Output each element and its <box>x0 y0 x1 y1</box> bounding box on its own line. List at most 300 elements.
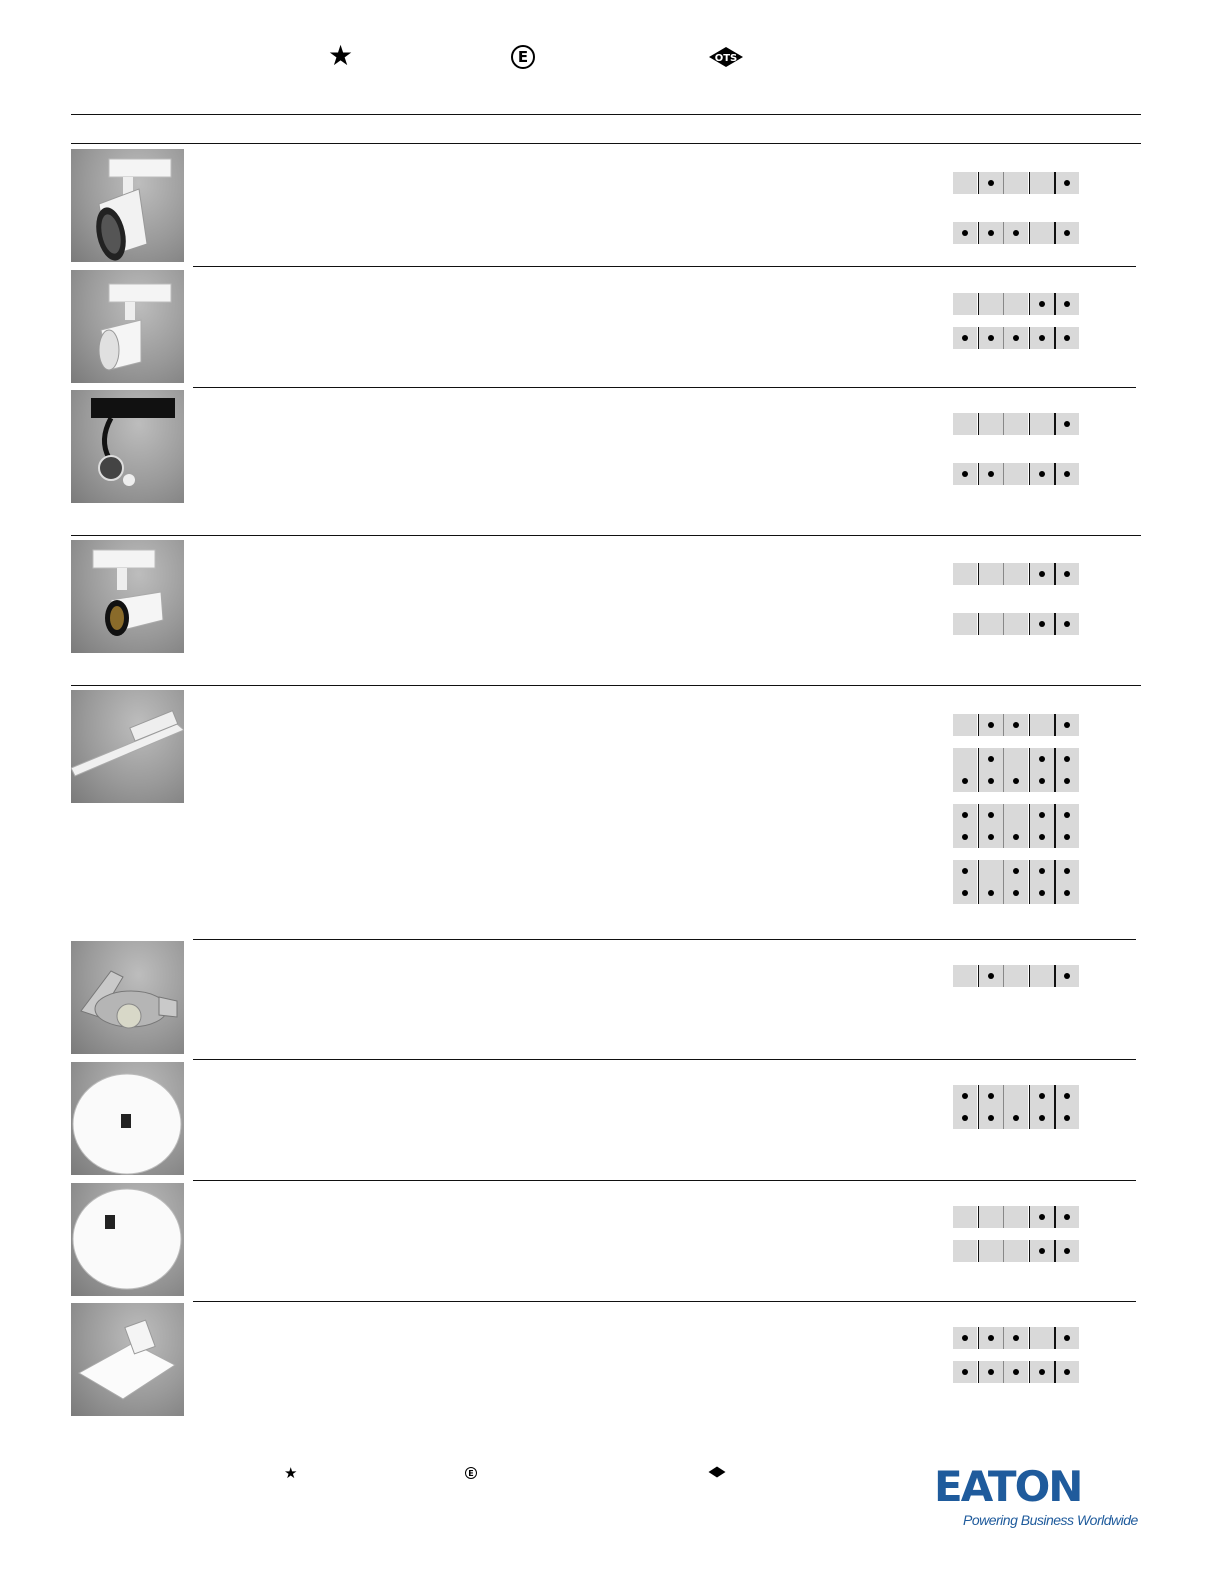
availability-cell <box>953 826 977 848</box>
availability-cell <box>979 1240 1003 1262</box>
grid-separator <box>1003 804 1004 826</box>
availability-row <box>953 860 1081 882</box>
availability-cell <box>1055 463 1079 485</box>
availability-cell <box>1004 826 1028 848</box>
grid-separator <box>1003 882 1004 904</box>
availability-dot <box>988 778 994 784</box>
availability-cell <box>1030 1107 1054 1129</box>
availability-dot <box>1039 812 1045 818</box>
availability-dot <box>988 230 994 236</box>
availability-dot <box>1039 1248 1045 1254</box>
availability-dot <box>988 890 994 896</box>
grid-separator <box>1054 714 1056 736</box>
grid-separator <box>1003 613 1004 635</box>
product-image-round-canopy <box>71 1062 184 1175</box>
circle-e-icon: E <box>511 45 535 69</box>
availability-cell <box>953 563 977 585</box>
availability-dot <box>1039 868 1045 874</box>
availability-dot <box>1064 890 1070 896</box>
section-divider-full <box>71 535 1141 536</box>
availability-cell <box>1004 1206 1028 1228</box>
availability-row <box>953 804 1081 826</box>
availability-cell <box>953 463 977 485</box>
grid-separator <box>1029 1206 1031 1228</box>
availability-cell <box>979 882 1003 904</box>
grid-separator <box>1029 293 1031 315</box>
availability-cell <box>1030 860 1054 882</box>
availability-dot <box>962 1335 968 1341</box>
grid-separator <box>1029 1107 1031 1129</box>
availability-dot <box>988 1369 994 1375</box>
availability-cell <box>953 327 977 349</box>
grid-separator <box>1054 826 1056 848</box>
availability-cell <box>1055 172 1079 194</box>
availability-cell <box>979 563 1003 585</box>
availability-cell <box>979 1206 1003 1228</box>
grid-separator <box>1003 1327 1004 1349</box>
availability-cell <box>1030 1206 1054 1228</box>
product-image-flex-connector <box>71 941 184 1054</box>
availability-dot <box>988 756 994 762</box>
availability-dot <box>1013 1115 1019 1121</box>
availability-cell <box>1030 1085 1054 1107</box>
availability-dot <box>1064 621 1070 627</box>
grid-separator <box>1003 293 1004 315</box>
grid-separator <box>1054 804 1056 826</box>
grid-separator <box>1054 1085 1056 1107</box>
grid-separator <box>1029 1085 1031 1107</box>
grid-separator <box>1029 804 1031 826</box>
availability-cell <box>979 463 1003 485</box>
availability-cell <box>953 293 977 315</box>
availability-cell <box>1055 222 1079 244</box>
availability-cell <box>1055 1206 1079 1228</box>
grid-separator <box>1029 563 1031 585</box>
availability-cell <box>953 965 977 987</box>
grid-separator <box>1054 172 1056 194</box>
availability-dot <box>1064 1115 1070 1121</box>
availability-row <box>953 463 1081 485</box>
availability-dot <box>962 471 968 477</box>
grid-separator <box>1054 413 1056 435</box>
grid-separator <box>1003 172 1004 194</box>
availability-cell <box>953 770 977 792</box>
availability-cell <box>979 613 1003 635</box>
availability-dot <box>988 834 994 840</box>
availability-dot <box>1013 1369 1019 1375</box>
availability-cell <box>1030 172 1054 194</box>
section-divider <box>193 1180 1136 1181</box>
product-image-round-canopy-offset <box>71 1183 184 1296</box>
eaton-logo: EATON <box>934 1462 1082 1511</box>
availability-cell <box>1055 1085 1079 1107</box>
grid-separator <box>1054 222 1056 244</box>
availability-cell <box>979 748 1003 770</box>
availability-dot <box>1013 230 1019 236</box>
availability-cell <box>1004 1327 1028 1349</box>
availability-dot <box>1039 834 1045 840</box>
grid-separator <box>978 293 980 315</box>
availability-cell <box>979 172 1003 194</box>
availability-dot <box>1013 890 1019 896</box>
availability-cell <box>1004 413 1028 435</box>
availability-dot <box>988 1115 994 1121</box>
grid-separator <box>978 563 980 585</box>
grid-separator <box>1029 882 1031 904</box>
availability-dot <box>962 230 968 236</box>
availability-cell <box>1055 965 1079 987</box>
section-divider <box>193 1301 1136 1302</box>
availability-dot <box>1064 722 1070 728</box>
availability-cell <box>1055 714 1079 736</box>
availability-cell <box>1004 804 1028 826</box>
grid-separator <box>1003 1107 1004 1129</box>
availability-dot <box>1064 1214 1070 1220</box>
availability-cell <box>953 413 977 435</box>
availability-dot <box>1039 621 1045 627</box>
availability-cell <box>1030 1361 1054 1383</box>
availability-dot <box>1064 335 1070 341</box>
availability-cell <box>1055 804 1079 826</box>
availability-cell <box>953 1085 977 1107</box>
availability-dot <box>1039 1369 1045 1375</box>
availability-cell <box>1055 1240 1079 1262</box>
grid-separator <box>978 770 980 792</box>
availability-dot <box>1064 180 1070 186</box>
availability-dot <box>1064 421 1070 427</box>
availability-dot <box>1039 1093 1045 1099</box>
availability-dot <box>1013 834 1019 840</box>
grid-separator <box>978 1085 980 1107</box>
availability-cell <box>953 714 977 736</box>
availability-cell <box>979 1327 1003 1349</box>
availability-dot <box>1064 973 1070 979</box>
availability-dot <box>962 1115 968 1121</box>
availability-cell <box>953 613 977 635</box>
availability-cell <box>1004 1085 1028 1107</box>
availability-cell <box>953 804 977 826</box>
availability-dot <box>1013 868 1019 874</box>
availability-dot <box>1064 471 1070 477</box>
availability-dot <box>1064 230 1070 236</box>
availability-cell <box>953 222 977 244</box>
grid-separator <box>1003 413 1004 435</box>
availability-cell <box>1030 413 1054 435</box>
availability-dot <box>1013 335 1019 341</box>
availability-cell <box>979 804 1003 826</box>
grid-separator <box>978 882 980 904</box>
product-image-square-canopy <box>71 1303 184 1416</box>
product-image-track-rail <box>71 690 184 803</box>
availability-row <box>953 770 1081 792</box>
grid-separator <box>1054 563 1056 585</box>
availability-cell <box>1004 1361 1028 1383</box>
availability-cell <box>1055 413 1079 435</box>
grid-separator <box>1054 1107 1056 1129</box>
header-rule-top <box>71 114 1141 115</box>
ots-label: OTS <box>714 53 738 64</box>
availability-cell <box>953 1327 977 1349</box>
grid-separator <box>978 804 980 826</box>
grid-separator <box>978 1206 980 1228</box>
availability-cell <box>1030 563 1054 585</box>
availability-cell <box>1030 463 1054 485</box>
availability-cell <box>1004 882 1028 904</box>
grid-separator <box>1003 826 1004 848</box>
availability-cell <box>953 1240 977 1262</box>
grid-separator <box>978 860 980 882</box>
grid-separator <box>1029 1361 1031 1383</box>
section-divider <box>193 939 1136 940</box>
availability-cell <box>1055 826 1079 848</box>
availability-cell <box>1055 563 1079 585</box>
availability-row <box>953 327 1081 349</box>
availability-dot <box>1039 890 1045 896</box>
grid-separator <box>1003 222 1004 244</box>
grid-separator <box>1003 463 1004 485</box>
availability-dot <box>1064 1093 1070 1099</box>
grid-separator <box>1029 826 1031 848</box>
grid-separator <box>978 965 980 987</box>
grid-separator <box>978 222 980 244</box>
availability-dot <box>1013 1335 1019 1341</box>
availability-cell <box>979 1085 1003 1107</box>
availability-dot <box>988 180 994 186</box>
product-image-track-head-cylinder <box>71 540 184 653</box>
availability-cell <box>1055 860 1079 882</box>
availability-row <box>953 172 1081 194</box>
grid-separator <box>1003 714 1004 736</box>
availability-dot <box>1064 778 1070 784</box>
availability-dot <box>1064 571 1070 577</box>
availability-dot <box>962 812 968 818</box>
availability-row <box>953 1107 1081 1129</box>
availability-cell <box>979 1361 1003 1383</box>
availability-cell <box>1004 293 1028 315</box>
availability-cell <box>979 327 1003 349</box>
ots-diamond-icon <box>708 1466 726 1478</box>
availability-cell <box>1030 804 1054 826</box>
availability-row <box>953 748 1081 770</box>
grid-separator <box>1029 613 1031 635</box>
availability-dot <box>1064 834 1070 840</box>
availability-cell <box>1004 1107 1028 1129</box>
availability-cell <box>1004 965 1028 987</box>
grid-separator <box>1054 965 1056 987</box>
availability-row <box>953 1240 1081 1262</box>
availability-cell <box>1030 327 1054 349</box>
product-image-track-head-white-reflector <box>71 270 184 383</box>
availability-dot <box>962 868 968 874</box>
availability-dot <box>962 890 968 896</box>
availability-dot <box>962 1369 968 1375</box>
grid-separator <box>978 1327 980 1349</box>
grid-separator <box>1003 965 1004 987</box>
availability-cell <box>1055 882 1079 904</box>
availability-dot <box>988 335 994 341</box>
grid-separator <box>1003 1085 1004 1107</box>
availability-dot <box>988 722 994 728</box>
availability-cell <box>1030 714 1054 736</box>
availability-cell <box>953 748 977 770</box>
grid-separator <box>1029 1327 1031 1349</box>
availability-dot <box>1039 1214 1045 1220</box>
grid-separator <box>1029 770 1031 792</box>
availability-cell <box>1004 613 1028 635</box>
availability-cell <box>1030 882 1054 904</box>
grid-separator <box>1029 172 1031 194</box>
availability-dot <box>1013 722 1019 728</box>
availability-dot <box>1064 868 1070 874</box>
availability-cell <box>1055 1327 1079 1349</box>
grid-separator <box>1054 882 1056 904</box>
availability-row <box>953 413 1081 435</box>
grid-separator <box>1029 714 1031 736</box>
grid-separator <box>1054 748 1056 770</box>
availability-cell <box>1030 293 1054 315</box>
grid-separator <box>978 1107 980 1129</box>
grid-separator <box>1003 563 1004 585</box>
availability-cell <box>1004 1240 1028 1262</box>
availability-dot <box>1039 335 1045 341</box>
grid-separator <box>978 413 980 435</box>
grid-separator <box>1054 613 1056 635</box>
grid-separator <box>1029 748 1031 770</box>
availability-dot <box>1039 778 1045 784</box>
availability-row <box>953 1085 1081 1107</box>
availability-row <box>953 714 1081 736</box>
grid-separator <box>1003 327 1004 349</box>
availability-cell <box>1004 860 1028 882</box>
availability-cell <box>1030 748 1054 770</box>
grid-separator <box>1054 1361 1056 1383</box>
availability-dot <box>1064 1335 1070 1341</box>
star-icon: ★ <box>328 39 354 72</box>
availability-row <box>953 293 1081 315</box>
availability-cell <box>1055 293 1079 315</box>
availability-cell <box>979 1107 1003 1129</box>
availability-dot <box>1064 301 1070 307</box>
availability-dot <box>1039 1115 1045 1121</box>
section-divider <box>193 1059 1136 1060</box>
availability-cell <box>1004 563 1028 585</box>
availability-cell <box>1004 463 1028 485</box>
grid-separator <box>978 826 980 848</box>
availability-cell <box>1030 613 1054 635</box>
availability-dot <box>962 834 968 840</box>
availability-row <box>953 826 1081 848</box>
availability-dot <box>1039 301 1045 307</box>
availability-row <box>953 613 1081 635</box>
availability-cell <box>979 770 1003 792</box>
grid-separator <box>1029 965 1031 987</box>
section-divider <box>193 387 1136 388</box>
availability-cell <box>953 860 977 882</box>
availability-cell <box>1055 1107 1079 1129</box>
availability-dot <box>1039 571 1045 577</box>
availability-row <box>953 1361 1081 1383</box>
grid-separator <box>1003 1361 1004 1383</box>
availability-dot <box>1064 756 1070 762</box>
availability-dot <box>988 1335 994 1341</box>
availability-cell <box>1055 327 1079 349</box>
availability-cell <box>1030 770 1054 792</box>
availability-cell <box>1030 965 1054 987</box>
grid-separator <box>1029 463 1031 485</box>
grid-separator <box>1029 860 1031 882</box>
header-rule-bottom <box>71 143 1141 144</box>
availability-cell <box>1055 1361 1079 1383</box>
grid-separator <box>1054 1206 1056 1228</box>
grid-separator <box>1029 222 1031 244</box>
availability-dot <box>1064 1369 1070 1375</box>
availability-cell <box>979 714 1003 736</box>
grid-separator <box>1003 860 1004 882</box>
product-image-track-head-white-lamp <box>71 149 184 262</box>
grid-separator <box>1054 1240 1056 1262</box>
availability-cell <box>1030 826 1054 848</box>
availability-cell <box>979 860 1003 882</box>
grid-separator <box>1054 860 1056 882</box>
availability-cell <box>1004 172 1028 194</box>
grid-separator <box>1054 1327 1056 1349</box>
grid-separator <box>978 327 980 349</box>
grid-separator <box>1054 293 1056 315</box>
grid-separator <box>978 1361 980 1383</box>
grid-separator <box>1003 1206 1004 1228</box>
availability-cell <box>979 413 1003 435</box>
grid-separator <box>978 748 980 770</box>
availability-cell <box>1030 222 1054 244</box>
ots-diamond-icon <box>708 46 744 68</box>
grid-separator <box>1003 770 1004 792</box>
availability-cell <box>1004 714 1028 736</box>
availability-cell <box>953 172 977 194</box>
availability-dot <box>988 471 994 477</box>
availability-cell <box>1030 1240 1054 1262</box>
section-divider <box>193 266 1136 267</box>
star-icon: ★ <box>284 1464 298 1482</box>
grid-separator <box>978 1240 980 1262</box>
availability-cell <box>1004 770 1028 792</box>
product-image-track-head-black <box>71 390 184 503</box>
availability-cell <box>979 965 1003 987</box>
availability-cell <box>1055 748 1079 770</box>
availability-cell <box>953 1107 977 1129</box>
availability-cell <box>1030 1327 1054 1349</box>
availability-dot <box>962 778 968 784</box>
availability-dot <box>1013 778 1019 784</box>
availability-dot <box>1064 812 1070 818</box>
availability-cell <box>1004 327 1028 349</box>
availability-row <box>953 965 1081 987</box>
grid-separator <box>1029 413 1031 435</box>
grid-separator <box>978 714 980 736</box>
availability-dot <box>1039 471 1045 477</box>
availability-dot <box>988 973 994 979</box>
availability-row <box>953 1327 1081 1349</box>
availability-row <box>953 1206 1081 1228</box>
grid-separator <box>1029 327 1031 349</box>
availability-row <box>953 882 1081 904</box>
grid-separator <box>978 613 980 635</box>
availability-dot <box>1064 1248 1070 1254</box>
availability-row <box>953 563 1081 585</box>
eaton-tagline: Powering Business Worldwide <box>963 1512 1138 1528</box>
availability-dot <box>962 335 968 341</box>
availability-cell <box>953 882 977 904</box>
grid-separator <box>1054 770 1056 792</box>
